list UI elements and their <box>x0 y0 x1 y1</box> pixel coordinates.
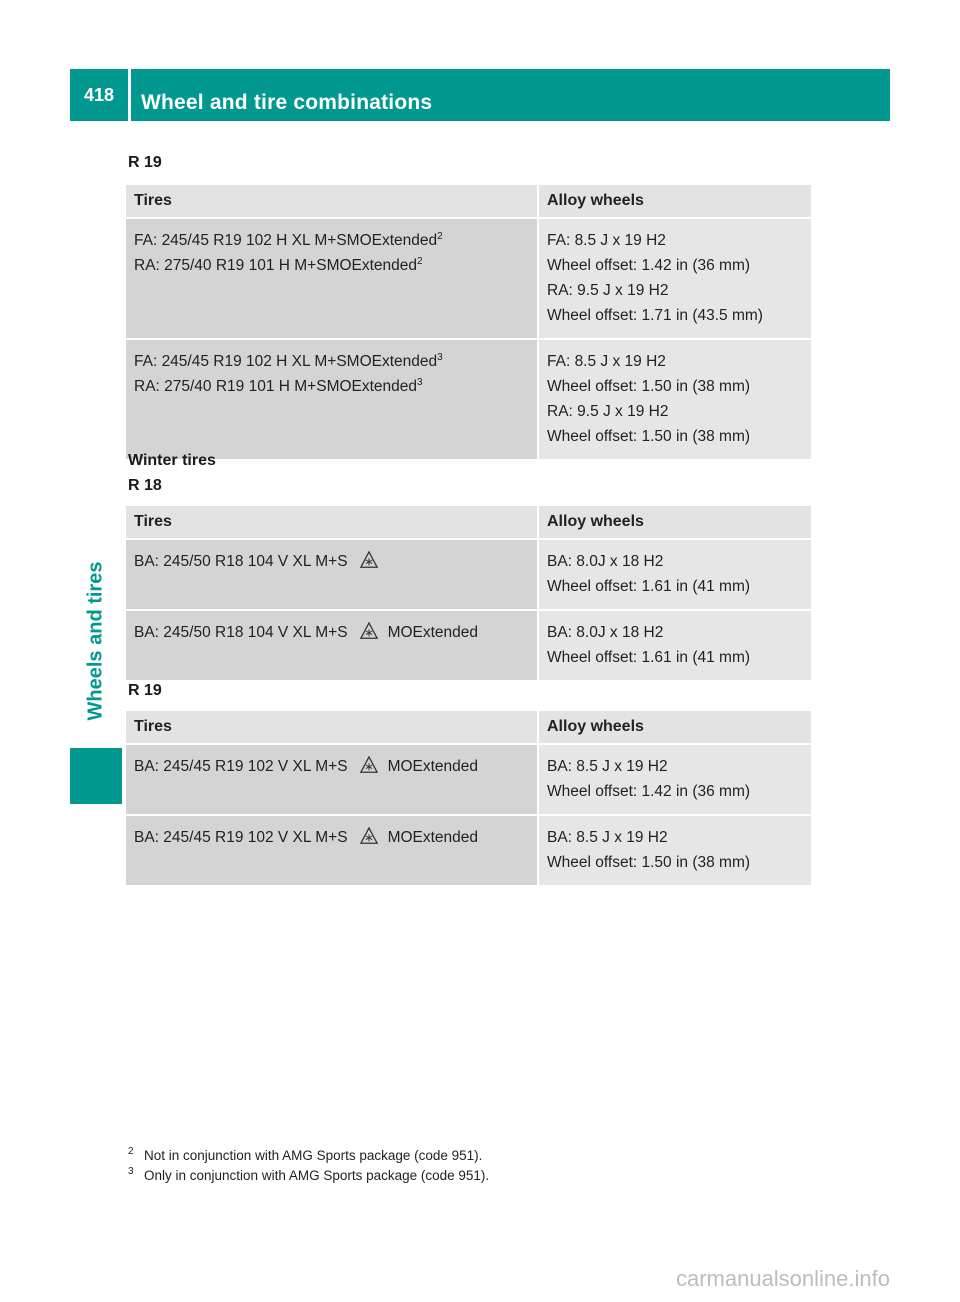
table-row <box>126 610 811 681</box>
section-heading-winter-r19: R 19 <box>128 682 162 699</box>
snowflake-mountain-icon <box>360 622 378 640</box>
table-row <box>126 218 811 339</box>
wheel-cell: BA: 8.0J x 18 H2 Wheel offset: 1.61 in (41 mm) <box>538 539 811 610</box>
column-header-tires: Tires <box>126 506 538 539</box>
page-title: Wheel and tire combinations <box>141 91 433 114</box>
side-tab-label: Wheels and tires <box>84 561 107 721</box>
snowflake-mountain-icon <box>360 756 378 774</box>
column-header-alloy-wheels: Alloy wheels <box>538 506 811 539</box>
column-header-alloy-wheels: Alloy wheels <box>538 185 811 218</box>
snowflake-mountain-icon <box>360 551 378 569</box>
side-tab <box>70 536 122 804</box>
page-header <box>70 69 890 121</box>
watermark: carmanualsonline.info <box>675 1266 890 1291</box>
tire-cell: BA: 245/50 R18 104 V XL M+S MOExtended <box>126 610 538 681</box>
wheel-cell: BA: 8.5 J x 19 H2 Wheel offset: 1.50 in (38 mm) <box>538 815 811 886</box>
section-heading-winter-tires: Winter tires <box>128 452 216 469</box>
page-number: 418 <box>70 69 131 121</box>
table-row <box>126 339 811 460</box>
side-tab-block <box>70 748 122 804</box>
wheel-cell: BA: 8.5 J x 19 H2 Wheel offset: 1.42 in (36 mm) <box>538 744 811 815</box>
section-heading-r19: R 19 <box>128 154 162 171</box>
table-row <box>126 744 811 815</box>
wheel-cell: FA: 8.5 J x 19 H2 Wheel offset: 1.42 in (36 mm) RA: 9.5 J x 19 H2 Wheel offset: 1.71 in (43.5 mm) <box>538 218 811 339</box>
table-row <box>126 815 811 886</box>
table-winter-r19 <box>126 711 811 887</box>
tire-cell: FA: 245/45 R19 102 H XL M+SMOExtended$^2$ RA: 275/40 R19 101 H M+SMOExtended$^2$ <box>126 218 538 339</box>
table-r19 <box>126 185 811 461</box>
column-header-alloy-wheels: Alloy wheels <box>538 711 811 744</box>
table-winter-r18 <box>126 506 811 682</box>
section-heading-r18: R 18 <box>128 477 162 494</box>
wheel-cell: FA: 8.5 J x 19 H2 Wheel offset: 1.50 in (38 mm) RA: 9.5 J x 19 H2 Wheel offset: 1.50 in (38 mm) <box>538 339 811 460</box>
tire-cell: BA: 245/50 R18 104 V XL M+S <box>126 539 538 610</box>
table-row <box>126 539 811 610</box>
tire-cell: FA: 245/45 R19 102 H XL M+SMOExtended$^3$ RA: 275/40 R19 101 H M+SMOExtended$^3$ <box>126 339 538 460</box>
column-header-tires: Tires <box>126 185 538 218</box>
snowflake-mountain-icon <box>360 827 378 845</box>
wheel-cell: BA: 8.0J x 18 H2 Wheel offset: 1.61 in (41 mm) <box>538 610 811 681</box>
tire-cell: BA: 245/45 R19 102 V XL M+S MOExtended <box>126 815 538 886</box>
tire-cell: BA: 245/45 R19 102 V XL M+S MOExtended <box>126 744 538 815</box>
column-header-tires: Tires <box>126 711 538 744</box>
